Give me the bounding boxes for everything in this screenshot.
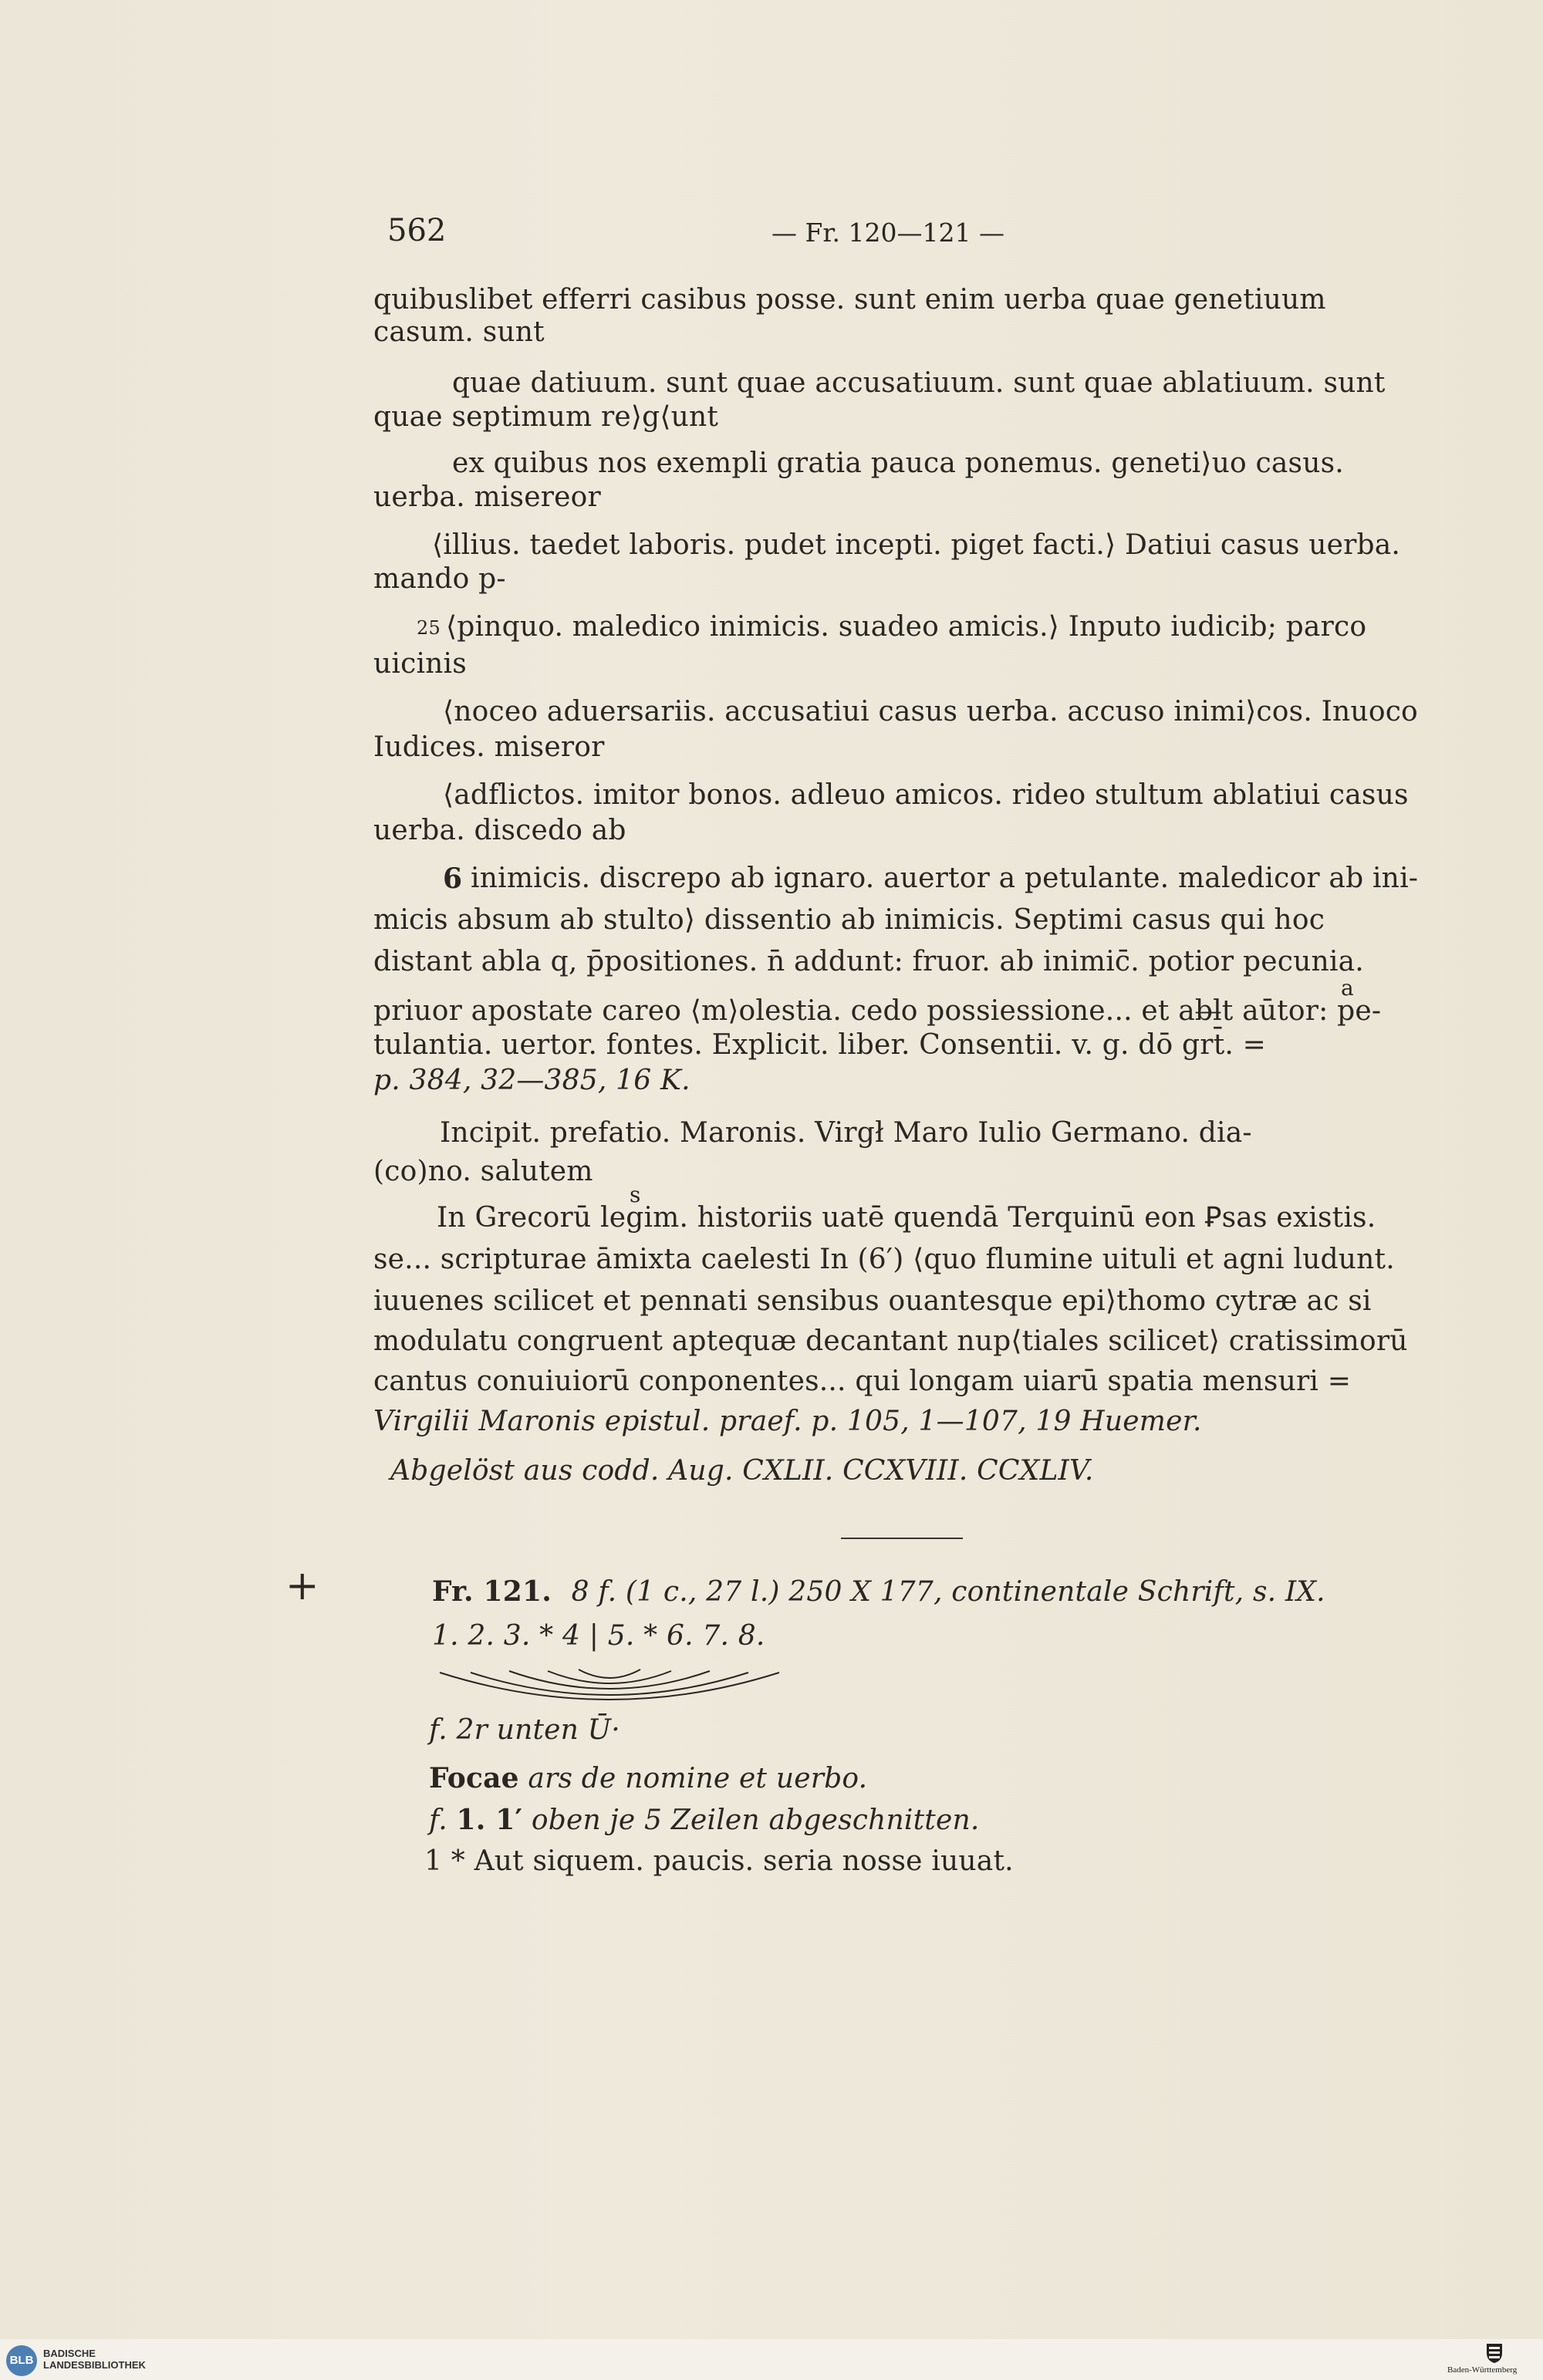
body-line: modulatu congruent aptequæ decantant nup⟨tiales scilicet⟩ cratissimorū	[373, 1325, 1408, 1357]
body-line: ex quibus nos exempli gratia pauca ponemus. geneti⟩uo casus.	[452, 447, 1344, 479]
body-line: ⟨pinquo. maledico inimicis. suadeo amicis.⟩ Inputo iudicib; parco	[446, 611, 1367, 643]
running-title: — Fr. 120—121 —	[772, 218, 1004, 248]
page-footer	[0, 2339, 1543, 2380]
page-number: 562	[387, 213, 447, 248]
body-line: In Grecorū legim. historiis uatē quendā Terquinū eon Ꝑsas existis.	[437, 1202, 1376, 1234]
folio-note: f. 2r unten Ū·	[429, 1714, 620, 1746]
body-line: Incipit. prefatio. Maronis. Virgł Maro Iulio Germano. dia-	[440, 1117, 1252, 1149]
text-line: 1 * Aut siquem. paucis. seria nosse iuuat.	[424, 1845, 1014, 1877]
state-crest-icon	[1486, 2342, 1503, 2364]
collation-formula: 1. 2. 3. * 4 | 5. * 6. 7. 8.	[432, 1620, 765, 1652]
body-line: cantus conuiuiorū conponentes... qui longam uiarū spatia mensuri =	[373, 1366, 1352, 1397]
body-line: Iudices. miseror	[373, 731, 605, 763]
work-title	[429, 1762, 867, 1794]
body-line: uerba. discedo ab	[373, 815, 626, 846]
body-line: distant abla q, p̄positiones. n̄ addunt: fruor. ab inimic̄. potior pecunia.	[373, 946, 1364, 977]
fragment-heading	[432, 1575, 1325, 1608]
body-line: micis absum ab stulto⟩ dissentio ab inimicis. Septimi casus qui hoc	[373, 904, 1325, 936]
body-line: se... scripturae āmixta caelesti In (6′) ⟨quo flumine uituli et agni ludunt.	[373, 1244, 1395, 1275]
margin-line-number: 6	[443, 863, 463, 895]
citation-line: p. 384, 32—385, 16 K.	[373, 1065, 690, 1096]
library-logo: BLB	[6, 2345, 37, 2376]
fragment-label: Fr. 121.	[432, 1575, 552, 1608]
body-line: ⟨noceo aduersariis. accusatiui casus uerba. accuso inimi⟩cos. Inuoco	[443, 696, 1418, 728]
superscript-mark: a	[1341, 975, 1354, 1001]
plus-mark: +	[285, 1563, 319, 1609]
provenance-line: Abgelöst aus codd. Aug. CXLII. CCXVIII. CCXLIV.	[390, 1455, 1094, 1487]
margin-line-number: 25	[417, 617, 441, 639]
work-name: ars de nomine et uerbo.	[528, 1763, 868, 1794]
body-line: tulantia. uertor. fontes. Explicit. liber. Consentii. v. g. dō grt̄. =	[373, 1029, 1267, 1061]
body-line: (co)no. salutem	[373, 1156, 593, 1187]
folio-ref: 1. 1′	[456, 1804, 523, 1836]
folio-comment: oben je 5 Zeilen abgeschnitten.	[531, 1804, 980, 1836]
state-name: Baden-Württemberg	[1447, 2365, 1518, 2375]
body-line: casum. sunt	[373, 316, 545, 348]
body-line: iuuenes scilicet et pennati sensibus ouantesque epi⟩thomo cytræ ac si	[373, 1285, 1372, 1317]
page-header	[0, 207, 1543, 253]
body-line: inimicis. discrepo ab ignaro. auertor a petulante. maledicor ab ini-	[471, 863, 1419, 894]
library-name: BADISCHE LANDESBIBLIOTHEK	[43, 2348, 146, 2371]
citation-line: Virgilii Maronis epistul. praef. p. 105, 1—107, 19 Huemer.	[373, 1406, 1202, 1437]
folio-note	[429, 1804, 980, 1836]
body-line: mando p-	[373, 563, 506, 595]
body-line: uicinis	[373, 648, 467, 680]
superscript-mark: s	[630, 1182, 641, 1207]
fragment-description: 8 f. (1 c., 27 l.) 250 X 177, continentale Schrift, s. IX.	[571, 1576, 1325, 1608]
body-line: priuor apostate careo ⟨m⟩olestia. cedo possiessione... et ab̶l̶t aūtor: pe-	[373, 995, 1382, 1027]
folio-prefix: f.	[429, 1804, 447, 1836]
body-line: ⟨illius. taedet laboris. pudet incepti. piget facti.⟩ Datiui casus uerba.	[432, 529, 1401, 561]
body-line: uerba. misereor	[373, 481, 601, 513]
body-line: ⟨adflictos. imitor bonos. adleuo amicos. rideo stultum ablatiui casus	[443, 779, 1409, 811]
section-divider	[841, 1538, 963, 1539]
body-line: quae septimum re⟩g⟨unt	[373, 401, 719, 433]
work-author: Focae	[429, 1762, 519, 1794]
body-line: quae datiuum. sunt quae accusatiuum. sunt quae ablatiuum. sunt	[452, 367, 1386, 399]
body-line: quibuslibet efferri casibus posse. sunt enim uerba quae genetiuum	[373, 284, 1326, 316]
